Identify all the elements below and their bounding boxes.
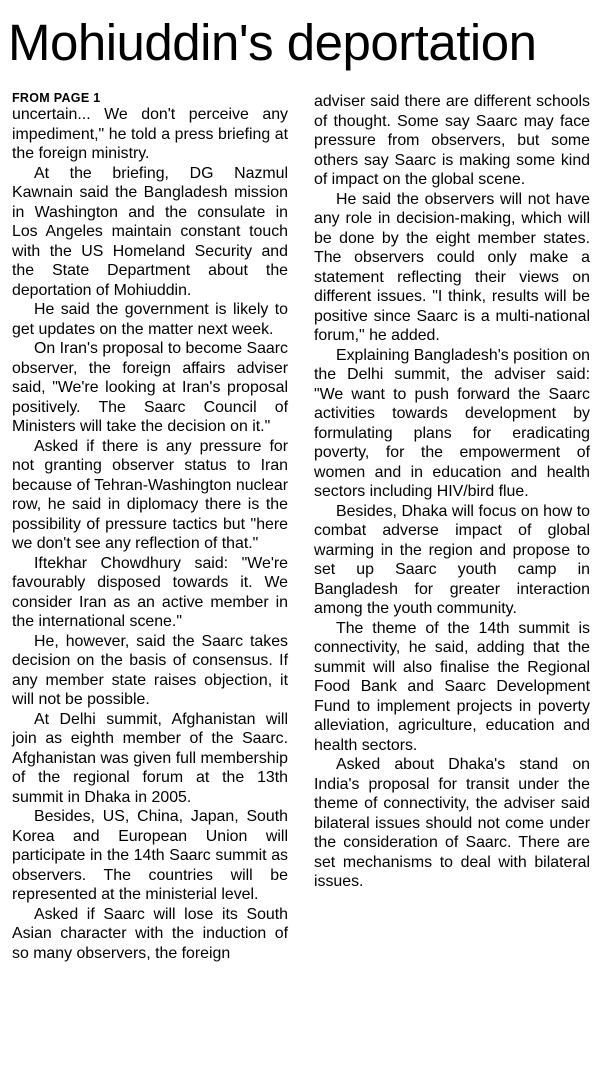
paragraph: On Iran's proposal to become Saarc observer, the foreign affairs adviser said, "We're looking at Iran's proposal positively. The Saarc Council of Ministers will take the decision on it." xyxy=(12,340,288,435)
paragraph: At the briefing, DG Nazmul Kawnain said the Bangladesh mission in Washington and the consulate in Los Angeles maintain constant touch with the US Homeland Security and the State Department about the deportation of Mohiuddin. xyxy=(12,164,288,299)
paragraph: Besides, US, China, Japan, South Korea and European Union will participate in the 14th Saarc summit as observers. The countries will be represented at the ministerial level. xyxy=(12,808,288,903)
paragraph: Asked if Saarc will lose its South Asian character with the induction of so many observers, the foreign xyxy=(12,905,288,962)
paragraph: Asked about Dhaka's stand on India's proposal for transit under the theme of connectivity, the adviser said bilateral issues should not come under the consideration of Saarc. There are set mechanisms to deal with bilateral issues. xyxy=(314,756,590,890)
jump-line: FROM PAGE 1 xyxy=(12,91,101,105)
paragraph: At Delhi summit, Afghanistan will join as eighth member of the Saarc. Afghanistan was given full membership of the regional forum at the 13th summit in Dhaka in 2005. xyxy=(12,710,288,806)
article-column-left xyxy=(12,92,288,963)
paragraph: Iftekhar Chowdhury said: "We're favourably disposed towards it. We consider Iran as an active member in the international scene." xyxy=(12,554,288,630)
paragraph: adviser said there are different schools of thought. Some say Saarc may face pressure from observers, but some others say Saarc is making some kind of impact on the global scene. xyxy=(314,93,590,188)
headline: Mohiuddin's deportation xyxy=(8,14,537,71)
paragraph: Explaining Bangladesh's position on the Delhi summit, the adviser said: "We want to push forward the Saarc activities towards development by formulating plans for eradicating poverty, for the empowerment of women and in education and health sectors including HIV/bird flue. xyxy=(314,346,590,500)
paragraph: The theme of the 14th summit is connectivity, he said, adding that the summit will also finalise the Regional Food Bank and Saarc Development Fund to implement projects in poverty alleviation, agriculture, education and health sectors. xyxy=(314,619,590,754)
article-column-right xyxy=(314,92,590,892)
paragraph: He said the observers will not have any role in decision-making, which will be done by the eight member states. The observers could only make a statement reflecting their views on different issues. "I think, results will be positive since Saarc is a multi-national forum," he added. xyxy=(314,190,590,344)
paragraph: uncertain... We don't perceive any impediment," he told a press briefing at the foreign ministry. xyxy=(12,106,288,162)
paragraph: Besides, Dhaka will focus on how to combat adverse impact of global warming in the region and propose to set up Saarc youth camp in Bangladesh for greater interaction among the youth community. xyxy=(314,502,590,617)
paragraph: Asked if there is any pressure for not granting observer status to Iran because of Tehran-Washington nuclear row, he said in diplomacy there is the possibility of pressure tactics but "here we don't see any reflection of that." xyxy=(12,437,288,552)
paragraph: He said the government is likely to get updates on the matter next week. xyxy=(12,301,288,338)
paragraph: He, however, said the Saarc takes decision on the basis of consensus. If any member state raises objection, it will not be possible. xyxy=(12,632,288,708)
